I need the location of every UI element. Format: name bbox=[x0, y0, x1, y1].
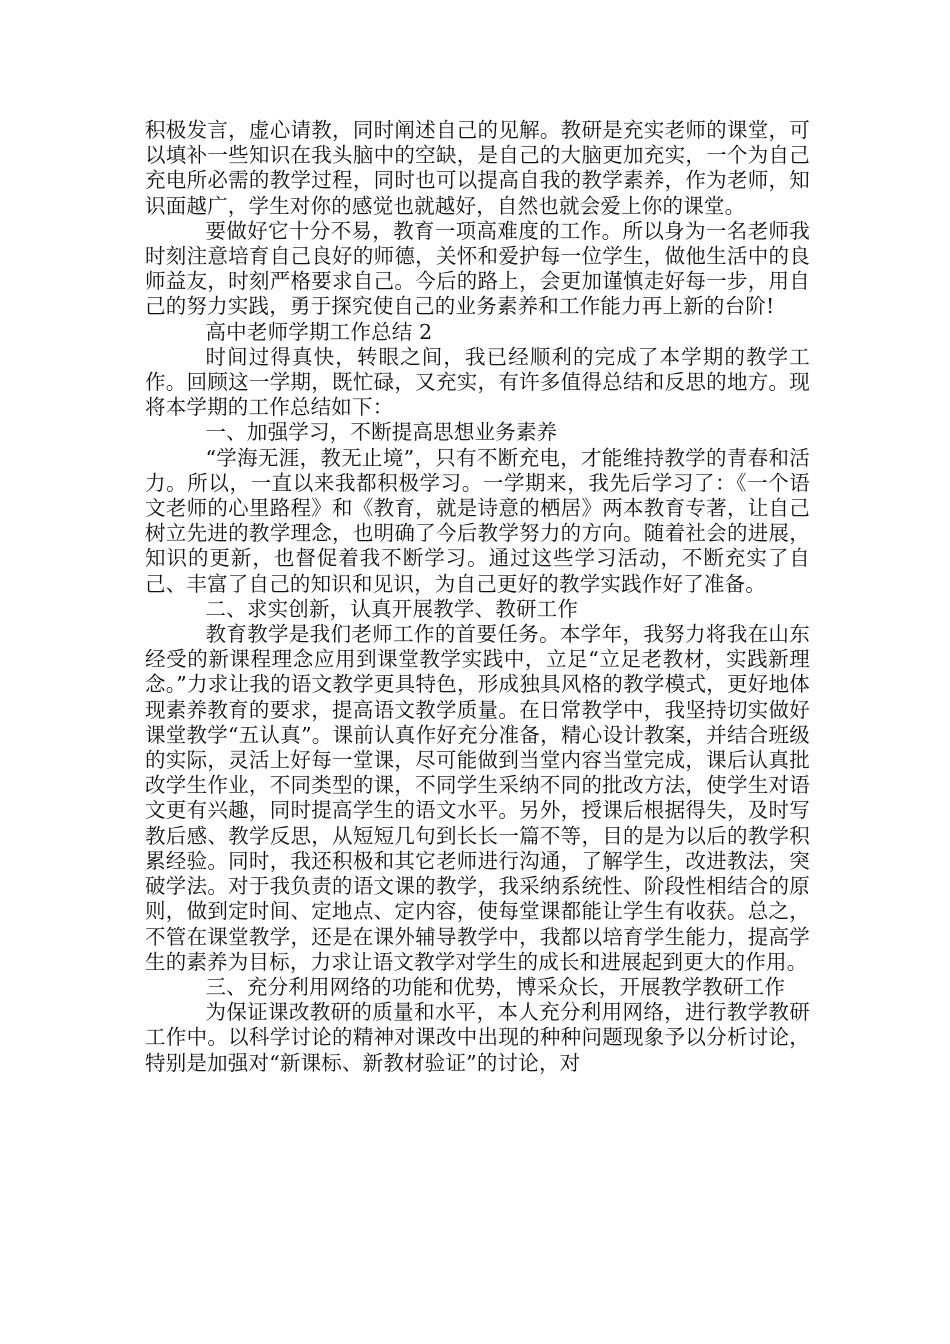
paragraph-3: 时间过得真快，转眼之间，我已经顺利的完成了本学期的教学工作。回顾这一学期，既忙碌，又充实，有许多值得总结和反思的地方。现将本学期的工作总结如下： bbox=[145, 344, 810, 420]
heading-1: 一、加强学习，不断提高思想业务素养 bbox=[205, 420, 558, 445]
heading-3: 三、充分利用网络的功能和优势，博采众长，开展教学教研工作 bbox=[205, 974, 786, 999]
paragraph-2: 要做好它十分不易，教育一项高难度的工作。所以身为一名老师我时刻注意培育自己良好的师德，关怀和爱护每一位学生，做他生活中的良师益友，时刻严格要求自己。今后的路上，会更加谨慎走好每一步，用自己的努力实践，勇于探究使自己的业务素养和工作能力再上新的台阶! bbox=[145, 218, 810, 319]
heading-2: 二、求实创新，认真开展教学、教研工作 bbox=[205, 596, 579, 621]
document-page bbox=[145, 118, 810, 1076]
paragraph-1: 积极发言，虚心请教，同时阐述自己的见解。教研是充实老师的课堂，可以填补一些知识在我头脑中的空缺，是自己的大脑更加充实，一个为自己充电所必需的教学过程，同时也可以提高自我的教学素养，作为老师，知识面越广，学生对你的感觉也就越好，自然也就会爱上你的课堂。 bbox=[145, 118, 810, 218]
section-title-2: 高中老师学期工作总结 2 bbox=[205, 319, 433, 344]
paragraph-5: 教育教学是我们老师工作的首要任务。本学年，我努力将我在山东经受的新课程理念应用到课堂教学实践中，立足“立足老教材，实践新理念。”力求让我的语文教学更具特色，形成独具风格的教学模式，更好地体现素养教育的要求，提高语文教学质量。在日常教学中，我坚持切实做好课堂教学“五认真”。课前认真作好充分准备，精心设计教案，并结合班级的实际，灵活上好每一堂课，尽可能做到当堂内容当堂完成，课后认真批改学生作业，不同类型的课，不同学生采纳不同的批改方法，使学生对语文更有兴趣，同时提高学生的语文水平。另外，授课后根据得失，及时写教后感、教学反思，从短短几句到长长一篇不等，目的是为以后的教学积累经验。同时，我还积极和其它老师进行沟通，了解学生，改进教法，突破学法。对于我负责的语文课的教学，我采纳系统性、阶段性相结合的原则，做到定时间、定地点、定内容，使每堂课都能让学生有收获。总之，不管在课堂教学，还是在课外辅导教学中，我都以培育学生能力，提高学生的素养为目标，力求让语文教学对学生的成长和进展起到更大的作用。 bbox=[145, 622, 810, 974]
paragraph-4: “学海无涯，教无止境”，只有不断充电，才能维持教学的青春和活力。所以，一直以来我都积极学习。一学期来，我先后学习了：《一个语文老师的心里路程》和《教育，就是诗意的栖居》两本教育专著，让自己树立先进的教学理念，也明确了今后教学努力的方向。随着社会的进展，知识的更新，也督促着我不断学习。通过这些学习活动，不断充实了自己、丰富了自己的知识和见识，为自己更好的教学实践作好了准备。 bbox=[145, 445, 810, 596]
paragraph-6: 为保证课改教研的质量和水平，本人充分利用网络，进行教学教研工作中。以科学讨论的精神对课改中出现的种种问题现象予以分析讨论，特别是加强对“新课标、新教材验证”的讨论，对 bbox=[145, 1000, 810, 1075]
